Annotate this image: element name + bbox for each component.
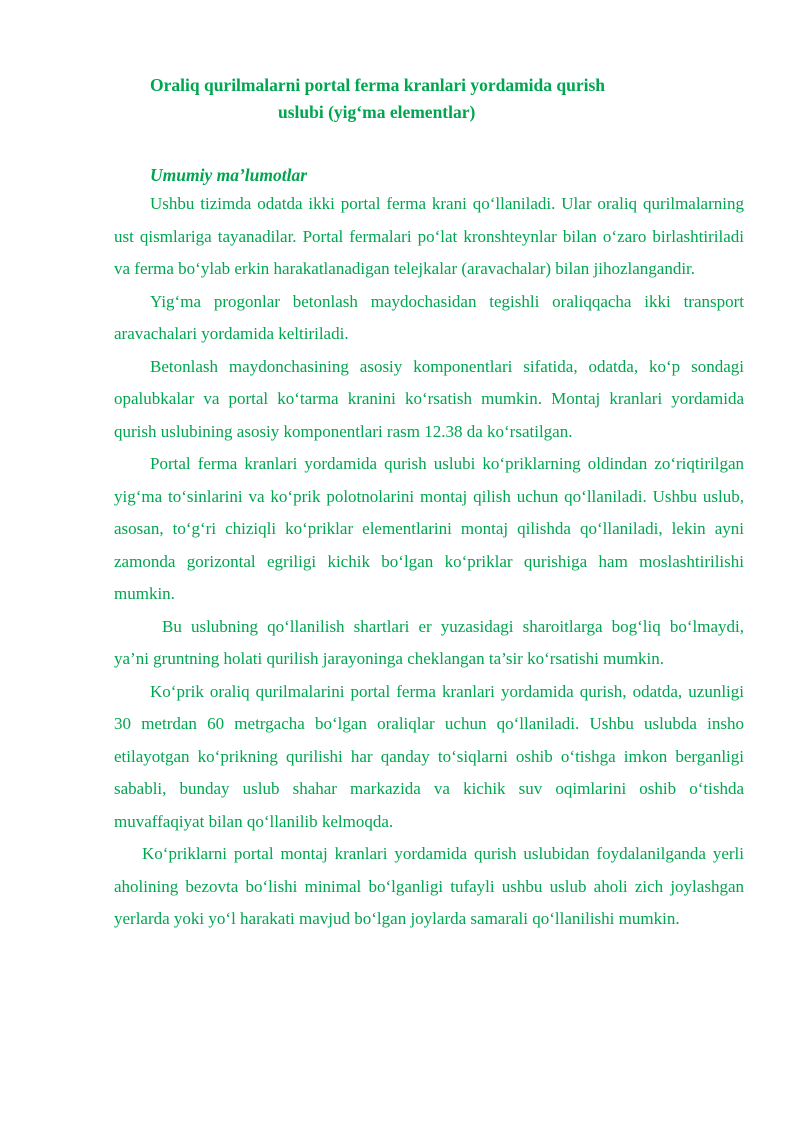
title-line-1: Oraliq qurilmalarni portal ferma kranlari yordamida qurish	[150, 75, 606, 95]
paragraph-2: Yig‘ma progonlar betonlash maydochasidan tegishli oraliqqacha ikki transport aravachalari yordamida keltiriladi.	[114, 291, 744, 343]
paragraph-5: Bu uslubning qo‘llanilish shartlari er yuzasidagi sharoitlarga bog‘liq bo‘lmaydi, ya’ni gruntning holati qurilish jarayoninga cheklangan ta’sir ko‘rsatishi mumkin.	[114, 616, 744, 668]
paragraph-3: Betonlash maydonchasining asosiy komponentlari sifatida, odatda, ko‘p sondagi opalubkalar va portal ko‘tarma kranini ko‘rsatish mumkin. Montaj kranlari yordamida qurish uslubining asosiy komponentlari rasm 12.38 da ko‘rsatilgan.	[114, 356, 744, 441]
paragraph-7: Ko‘priklarni portal montaj kranlari yordamida qurish uslubidan foydalanilganda yerli aholining bezovta bo‘lishi minimal bo‘lganligi tufayli ushbu uslub aholi zich joylashgan yerlarda yoki yo‘l harakati mavjud bo‘lgan joylarda samarali qo‘llanilishi mumkin.	[114, 844, 744, 928]
title-line-2: uslubi (yig‘ma elementlar)	[278, 102, 476, 122]
document-title	[114, 72, 744, 126]
section-heading: Umumiy ma’lumotlar	[150, 165, 308, 185]
paragraph-6: Ko‘prik oraliq qurilmalarini portal ferma kranlari yordamida qurish, odatda, uzunligi 30 metrdan 60 metrgacha bo‘lgan oraliqlar uchun qo‘llaniladi. Ushbu uslubda insho etilayotgan ko‘prikning qurilishi har qanday to‘siqlarni oshib o‘tishga imkon berganligi sababli, bunday uslub shahar markazida va kichik suv oqimlarini oshib o‘tishda muvaffaqiyat bilan qo‘llanilib kelmoqda.	[114, 681, 744, 831]
paragraph-1: Ushbu tizimda odatda ikki portal ferma krani qo‘llaniladi. Ular oraliq qurilmalarning ust qismlariga tayanadilar. Portal fermalari po‘lat kronshteynlar bilan o‘zaro birlashtiriladi va ferma bo‘ylab erkin harakatlanadigan telejkalar (aravachalar) bilan jihozlangandir.	[114, 194, 744, 278]
paragraph-4: Portal ferma kranlari yordamida qurish uslubi ko‘priklarning oldindan zo‘riqtirilgan yig‘ma to‘sinlarini va ko‘prik polotnolarini montaj qilish uchun qo‘llaniladi. Ushbu uslub, asosan, to‘g‘ri chiziqli ko‘priklar elementlarini montaj qilishda qo‘llaniladi, lekin ayni zamonda gorizontal egriligi kichik bo‘lgan ko‘priklar qurishiga ham moslashtirilishi mumkin.	[114, 454, 744, 603]
